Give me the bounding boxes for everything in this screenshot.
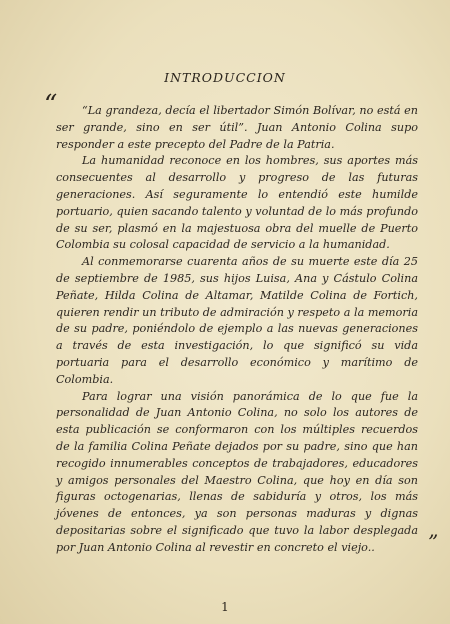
decorative-close-quote: ” [428,530,439,554]
paragraph-4: Para lograr una visión panorámica de lo que fue la personalidad de Juan Antonio Colina, no solo los autores de esta publicación se conformaron con los múltiples recuerdos de la familia Colina Peñate dejados por su padre, sino que han recogido innumerables conceptos de trabajadores, educadores y amigos personales del Maestro Colina, que hoy en día son figuras octogenarias, llenas de sabiduría y otros, los más jóvenes de entonces, ya son personas maduras y dignas depositarias sobre el significado que tuvo la labor desplegada por Juan Antonio Colina al revestir en concreto el viejo.. [56,389,418,554]
paragraph-1: “La grandeza, decía el libertador Simón Bolívar, no está en ser grande, sino en ser útil”. Juan Antonio Colina supo responder a este precepto del Padre de la Patria. [56,104,418,151]
page-heading: INTRODUCCION [164,70,286,85]
page-number: 1 [221,600,229,614]
paragraph-3: Al conmemorarse cuarenta años de su muerte este día 25 de septiembre de 1985, sus hijos Luisa, Ana y Cástulo Colina Peñate, Hilda Colina de Altamar, Matilde Colina de Fortich, quieren rendir un tributo de admiración y respeto a la memoria de su padre, poniéndolo de ejemplo a las nuevas generaciones a través de esta investigación, lo que significó su vida portuaria para el desarrollo económico y marítimo de Colombia. [56,255,418,386]
introduction-text [56,103,418,557]
paragraph-2: La humanidad reconoce en los hombres, sus aportes más consecuentes al desarrollo y progreso de las futuras generaciones. Así seguramente lo entendió este humilde portuario, quien sacando talento y voluntad de lo más profundo de su ser, plasmó en la majestuosa obra del muelle de Puerto Colombia su colosal capacidad de servicio a la humanidad. [56,154,418,252]
decorative-open-quote: “ [44,90,58,120]
